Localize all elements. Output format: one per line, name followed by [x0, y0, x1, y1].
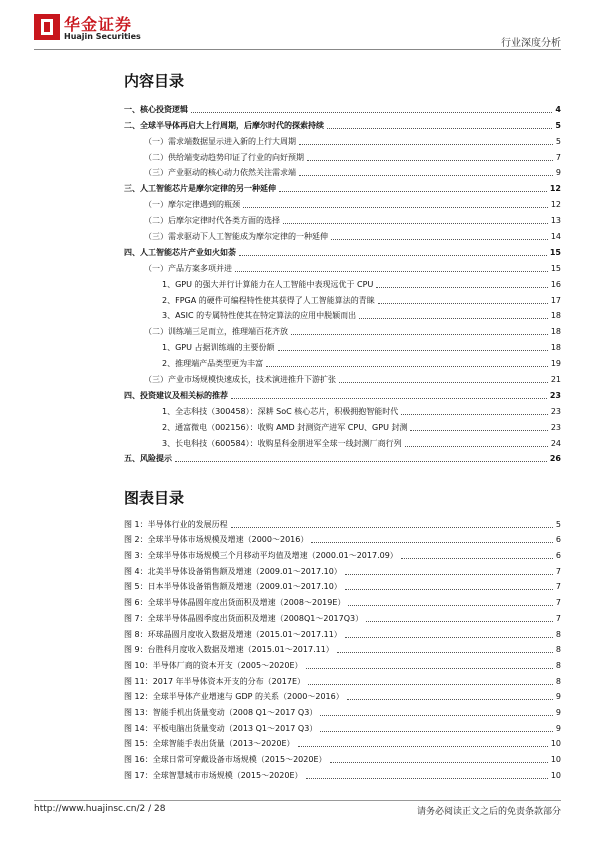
entry-title: （三）产业市场规模快速成长，技术演进推升下游扩张	[144, 375, 336, 385]
footer-url-page: http://www.huajinsc.cn/2 / 28	[34, 804, 166, 814]
entry-page-number: 18	[550, 343, 561, 353]
toc-entry[interactable]	[124, 401, 561, 417]
entry-title: 一、核心投资逻辑	[124, 104, 188, 114]
entry-page-number: 8	[555, 660, 561, 670]
figure-entry[interactable]	[124, 561, 561, 577]
footer-disclaimer: 请务必阅读正文之后的免责条款部分	[416, 807, 561, 817]
entry-page-number: 15	[550, 263, 561, 273]
toc-entry[interactable]	[124, 321, 561, 337]
entry-page-number: 14	[550, 232, 561, 242]
toc-entry[interactable]	[124, 226, 561, 242]
entry-page-number: 23	[550, 422, 561, 432]
figure-entry[interactable]	[124, 734, 561, 750]
entry-title: 图 11：2017 年半导体资本开支的分布（2017E）	[124, 676, 306, 686]
dot-leader	[299, 144, 553, 145]
dot-leader	[410, 430, 547, 431]
toc-title: 内容目录	[124, 72, 185, 90]
entry-page-number: 17	[550, 295, 561, 305]
report-type: 行业深度分析	[501, 38, 561, 49]
entry-page-number: 7	[555, 598, 561, 608]
dot-leader	[235, 271, 548, 272]
entry-title: 图 5：日本半导体设备销售额及增速（2009.01～2017.10）	[124, 582, 342, 592]
entry-page-number: 7	[555, 152, 561, 162]
dot-leader	[378, 303, 548, 304]
dot-leader	[405, 446, 548, 447]
dot-leader	[283, 223, 548, 224]
dot-leader	[239, 255, 547, 256]
toc-entry[interactable]	[124, 385, 561, 401]
dot-leader	[308, 684, 553, 685]
dot-leader	[311, 542, 553, 543]
toc-entry[interactable]	[124, 369, 561, 385]
entry-page-number: 9	[555, 723, 561, 733]
entry-title: 图 4：北美半导体设备销售额及增速（2009.01～2017.10）	[124, 566, 342, 576]
entry-title: 图 13：智能手机出货量变动（2008 Q1～2017 Q3）	[124, 707, 318, 717]
dot-leader	[320, 715, 553, 716]
dot-leader	[266, 366, 548, 367]
dot-leader	[331, 239, 548, 240]
entry-title: 3、ASIC 的专属特性使其在特定算法的应用中脱颖而出	[162, 311, 357, 321]
footer-divider	[34, 800, 561, 801]
entry-page-number: 9	[555, 168, 561, 178]
figure-entry[interactable]	[124, 702, 561, 718]
figure-entry[interactable]	[124, 671, 561, 687]
dot-leader	[320, 731, 553, 732]
entry-page-number: 16	[550, 279, 561, 289]
entry-title: 图 17：全球智慧城市市场规模（2015～2020E）	[124, 770, 303, 780]
toc-entry[interactable]	[124, 449, 561, 465]
figures-title: 图表目录	[124, 489, 185, 507]
company-logo	[34, 14, 144, 48]
toc-entry[interactable]	[124, 337, 561, 353]
entry-title: 四、人工智能芯片产业如火如荼	[124, 247, 236, 257]
entry-page-number: 6	[555, 551, 561, 561]
entry-page-number: 7	[555, 566, 561, 576]
toc-entry[interactable]	[124, 274, 561, 290]
dot-leader	[348, 605, 553, 606]
toc-entry[interactable]	[124, 163, 561, 179]
entry-page-number: 9	[555, 692, 561, 702]
entry-title: （三）产业驱动的核心动力依然关注需求端	[144, 168, 296, 178]
dot-leader	[366, 621, 553, 622]
dot-leader	[376, 287, 547, 288]
dot-leader	[231, 398, 547, 399]
entry-title: 图 12：全球半导体产业增速与 GDP 的关系（2000～2016）	[124, 692, 344, 702]
dot-leader	[279, 191, 547, 192]
entry-title: （二）训练端三足而立，推理端百花齐放	[144, 327, 288, 337]
logo-mark-icon	[34, 14, 60, 40]
figure-entry[interactable]	[124, 577, 561, 593]
entry-page-number: 7	[555, 613, 561, 623]
dot-leader	[345, 574, 553, 575]
dot-leader	[298, 746, 548, 747]
dot-leader	[401, 558, 553, 559]
entry-page-number: 12	[549, 184, 561, 194]
entry-title: 图 2：全球半导体市场规模及增速（2000～2016）	[124, 535, 309, 545]
figure-entry[interactable]	[124, 765, 561, 781]
entry-title: 图 7：全球半导体晶圆季度出货面积及增速（2008Q1～2017Q3）	[124, 613, 364, 623]
toc-entry[interactable]	[124, 290, 561, 306]
entry-title: 二、全球半导体再启大上行周期，后摩尔时代的探索持续	[124, 120, 324, 130]
entry-page-number: 12	[550, 200, 561, 210]
entry-title: 图 6：全球半导体晶圆年度出货面积及增速（2008～2019E）	[124, 598, 346, 608]
entry-page-number: 21	[550, 375, 561, 385]
dot-leader	[299, 175, 553, 176]
figure-entry[interactable]	[124, 530, 561, 546]
dot-leader	[291, 334, 548, 335]
entry-title: 图 14：平板电脑出货量变动（2013 Q1～2017 Q3）	[124, 723, 318, 733]
entry-title: 图 3：全球半导体市场规模三个月移动平均值及增速（2000.01～2017.09）	[124, 551, 398, 561]
figure-entry[interactable]	[124, 655, 561, 671]
entry-page-number: 23	[550, 406, 561, 416]
logo-chinese-name: 华金证券	[64, 15, 133, 34]
entry-title: （一）摩尔定律遇到的瓶颈	[144, 200, 240, 210]
entry-title: 图 16：全球日常可穿戴设备市场规模（2015～2020E）	[124, 755, 327, 764]
dot-leader	[345, 589, 553, 590]
entry-title: 3、长电科技（600584）：收购星科金朋进军全球一线封测厂商行列	[162, 438, 402, 448]
toc-entry[interactable]	[124, 194, 561, 210]
dot-leader	[306, 778, 548, 779]
figure-entry[interactable]	[124, 718, 561, 734]
entry-page-number: 19	[550, 359, 561, 369]
entry-page-number: 15	[549, 247, 561, 257]
dot-leader	[278, 350, 548, 351]
toc-entry[interactable]	[124, 258, 561, 274]
entry-title: 图 9：台胜科月度收入数据及增速（2015.01～2017.11）	[124, 645, 334, 655]
toc-entry[interactable]	[124, 99, 561, 115]
entry-page-number: 4	[555, 104, 561, 114]
toc-entry[interactable]	[124, 353, 561, 369]
entry-page-number: 9	[555, 707, 561, 717]
entry-page-number: 10	[550, 770, 561, 780]
dot-leader	[401, 414, 548, 415]
page-header	[0, 0, 595, 50]
entry-title: 2、通富微电（002156）：收购 AMD 封测资产进军 CPU、GPU 封测	[162, 422, 408, 432]
table-of-contents	[124, 99, 561, 464]
entry-title: 2、FPGA 的硬件可编程特性使其获得了人工智能算法的青睐	[162, 295, 375, 305]
entry-page-number: 5	[555, 519, 561, 529]
entry-page-number: 8	[555, 676, 561, 686]
entry-page-number: 13	[550, 216, 561, 226]
entry-title: 1、GPU 占据训练端的主要份额	[162, 343, 275, 353]
figure-entry[interactable]	[124, 687, 561, 703]
figure-entry[interactable]	[124, 592, 561, 608]
dot-leader	[337, 652, 553, 653]
toc-entry[interactable]	[124, 131, 561, 147]
entry-title: （一）需求端数据显示进入新的上行大周期	[144, 136, 296, 146]
entry-page-number: 8	[555, 645, 561, 655]
toc-entry[interactable]	[124, 147, 561, 163]
toc-entry[interactable]	[124, 433, 561, 449]
dot-leader	[231, 527, 553, 528]
entry-page-number: 7	[555, 582, 561, 592]
entry-title: 图 10：半导体厂商的资本开支（2005～2020E）	[124, 660, 303, 670]
figure-entry[interactable]	[124, 624, 561, 640]
entry-title: 三、人工智能芯片是摩尔定律的另一种延伸	[124, 184, 276, 194]
entry-title: 图 8：环球晶圆月度收入数据及增速（2015.01～2017.11）	[124, 629, 342, 639]
dot-leader	[243, 207, 548, 208]
entry-page-number: 23	[549, 390, 561, 400]
entry-page-number: 8	[555, 629, 561, 639]
toc-entry[interactable]	[124, 210, 561, 226]
toc-entry[interactable]	[124, 306, 561, 322]
dot-leader	[191, 112, 552, 113]
entry-title: （二）供给端变动趋势印证了行业的向好预期	[144, 152, 304, 162]
figure-entry[interactable]	[124, 749, 561, 765]
dot-leader	[359, 318, 548, 319]
dot-leader	[330, 762, 548, 763]
entry-page-number: 5	[555, 136, 561, 146]
dot-leader	[306, 668, 553, 669]
toc-entry[interactable]	[124, 178, 561, 194]
entry-title: 1、GPU 的强大并行计算能力在人工智能中表现远优于 CPU	[162, 279, 374, 289]
entry-title: （三）需求驱动下人工智能成为摩尔定律的一种延伸	[144, 232, 328, 242]
logo-english-name: Huajin Securities	[64, 32, 141, 41]
figure-list	[124, 514, 561, 781]
entry-title: 图 15：全球智能手表出货量（2013～2020E）	[124, 739, 295, 749]
entry-title: （二）后摩尔定律时代各类方面的选择	[144, 216, 280, 226]
entry-title: 图 1：半导体行业的发展历程	[124, 519, 228, 529]
dot-leader	[339, 382, 548, 383]
toc-entry[interactable]	[124, 115, 561, 131]
dot-leader	[347, 699, 553, 700]
entry-page-number: 24	[550, 438, 561, 448]
entry-title: 2、推理端产品类型更为丰富	[162, 359, 264, 369]
entry-page-number: 18	[550, 327, 561, 337]
dot-leader	[307, 160, 553, 161]
header-divider	[34, 49, 561, 50]
entry-page-number: 5	[555, 120, 561, 130]
entry-page-number: 26	[549, 454, 561, 464]
toc-entry[interactable]	[124, 417, 561, 433]
figure-entry[interactable]	[124, 514, 561, 530]
dot-leader	[175, 461, 547, 462]
entry-title: 四、投资建议及相关标的推荐	[124, 390, 228, 400]
toc-entry[interactable]	[124, 242, 561, 258]
dot-leader	[345, 637, 553, 638]
entry-page-number: 10	[550, 755, 561, 764]
entry-title: 五、风险提示	[124, 454, 172, 464]
dot-leader	[327, 128, 552, 129]
entry-page-number: 10	[550, 739, 561, 749]
entry-page-number: 6	[555, 535, 561, 545]
entry-title: （一）产品方案多项并进	[144, 263, 232, 273]
figure-entry[interactable]	[124, 545, 561, 561]
figure-entry[interactable]	[124, 608, 561, 624]
figure-entry[interactable]	[124, 640, 561, 656]
entry-title: 1、全志科技（300458）：深耕 SoC 核心芯片，积极拥抱智能时代	[162, 406, 399, 416]
entry-page-number: 18	[550, 311, 561, 321]
